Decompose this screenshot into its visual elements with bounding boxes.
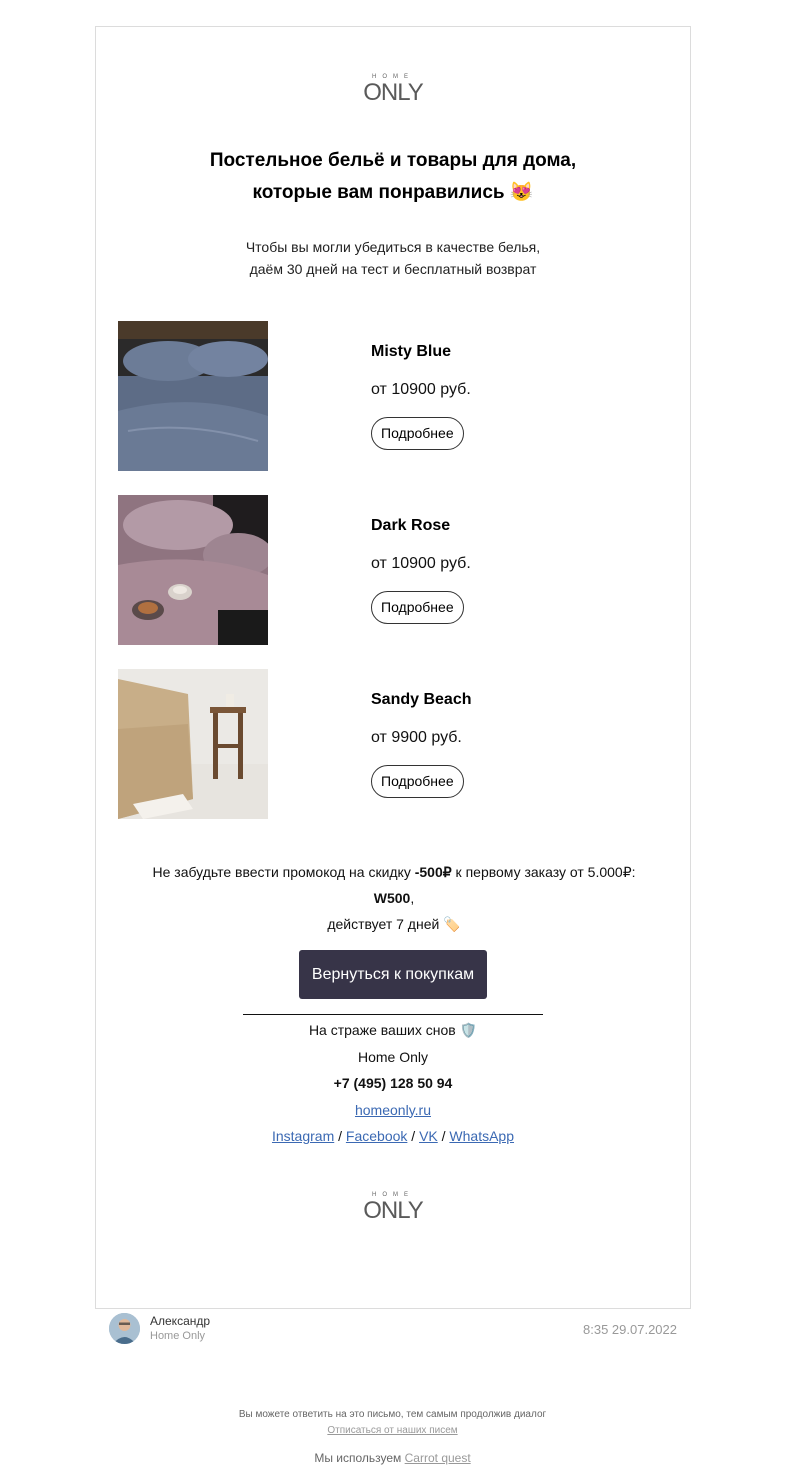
details-button[interactable]: Подробнее — [371, 765, 464, 798]
reply-note: Вы можете ответить на это письмо, тем самым продолжив диалог — [238, 1409, 547, 1420]
details-button[interactable]: Подробнее — [371, 591, 464, 624]
promo-text-after: к первому заказу от 5.000₽: — [451, 864, 636, 880]
email-footer — [96, 1017, 690, 1150]
email-card — [95, 26, 691, 1309]
promo-discount: -500₽ — [414, 864, 452, 880]
product-card-sandy-beach — [118, 669, 678, 819]
product-price: от 10900 руб. — [371, 381, 471, 398]
social-links — [96, 1123, 690, 1150]
carrot-quest-link[interactable]: Carrot quest — [404, 1451, 471, 1465]
separator: / — [437, 1128, 450, 1144]
vk-link[interactable]: VK — [419, 1128, 438, 1144]
website-link[interactable]: homeonly.ru — [354, 1101, 431, 1118]
unsubscribe-row — [0, 1425, 785, 1436]
product-image[interactable] — [118, 321, 268, 471]
product-image[interactable] — [118, 669, 268, 819]
product-price: от 10900 руб. — [371, 555, 471, 572]
footer-company: Home Only — [357, 1048, 429, 1065]
unsubscribe-link[interactable]: Отписаться от наших писем — [327, 1425, 458, 1436]
promo-comma: , — [410, 890, 415, 906]
product-name: Sandy Beach — [371, 691, 472, 708]
logo-big-text: ONLY — [363, 79, 423, 106]
sender-company: Home Only — [150, 1330, 206, 1342]
promo-block — [126, 859, 662, 937]
product-price: от 9900 руб. — [371, 729, 462, 746]
promo-code: W500 — [373, 890, 411, 906]
separator: / — [407, 1128, 420, 1144]
product-name: Misty Blue — [371, 343, 452, 360]
title-line-1: Постельное бельё и товары для дома, — [209, 150, 577, 171]
details-button[interactable]: Подробнее — [371, 417, 464, 450]
promo-text: Не забудьте ввести промокод на скидку — [152, 864, 415, 880]
home-only-logo — [96, 73, 690, 105]
message-timestamp: 8:35 29.07.2022 — [583, 1322, 677, 1337]
logo-small-text: HOME — [372, 74, 414, 80]
avatar — [109, 1313, 140, 1344]
subtitle-line-2: даём 30 дней на тест и бесплатный возврат — [249, 261, 537, 277]
sender-info — [109, 1312, 677, 1346]
footer-tagline: На страже ваших снов 🛡️ — [308, 1022, 478, 1038]
powered-by — [0, 1451, 785, 1465]
separator: / — [334, 1128, 346, 1144]
email-title — [96, 145, 690, 209]
home-only-logo-footer — [96, 1191, 690, 1223]
title-line-2: которые вам понравились 😻 — [252, 182, 534, 203]
back-to-shopping-button[interactable]: Вернуться к покупкам — [299, 950, 487, 999]
product-card-misty-blue — [118, 321, 678, 471]
logo-big-text: ONLY — [363, 1197, 423, 1224]
powered-prefix: Мы используем — [314, 1451, 405, 1465]
email-subtitle — [96, 236, 690, 280]
promo-validity: действует 7 дней 🏷️ — [327, 916, 461, 932]
whatsapp-link[interactable]: WhatsApp — [449, 1128, 515, 1144]
footer-phone[interactable]: +7 (495) 128 50 94 — [333, 1075, 453, 1091]
instagram-link[interactable]: Instagram — [271, 1128, 335, 1144]
product-card-dark-rose — [118, 495, 678, 645]
product-name: Dark Rose — [371, 517, 451, 534]
product-image[interactable] — [118, 495, 268, 645]
logo-small-text: HOME — [372, 1192, 414, 1198]
subtitle-line-1: Чтобы вы могли убедиться в качестве белья, — [245, 239, 541, 255]
facebook-link[interactable]: Facebook — [345, 1128, 408, 1144]
divider — [243, 1014, 543, 1015]
sender-name: Александр — [150, 1314, 211, 1328]
